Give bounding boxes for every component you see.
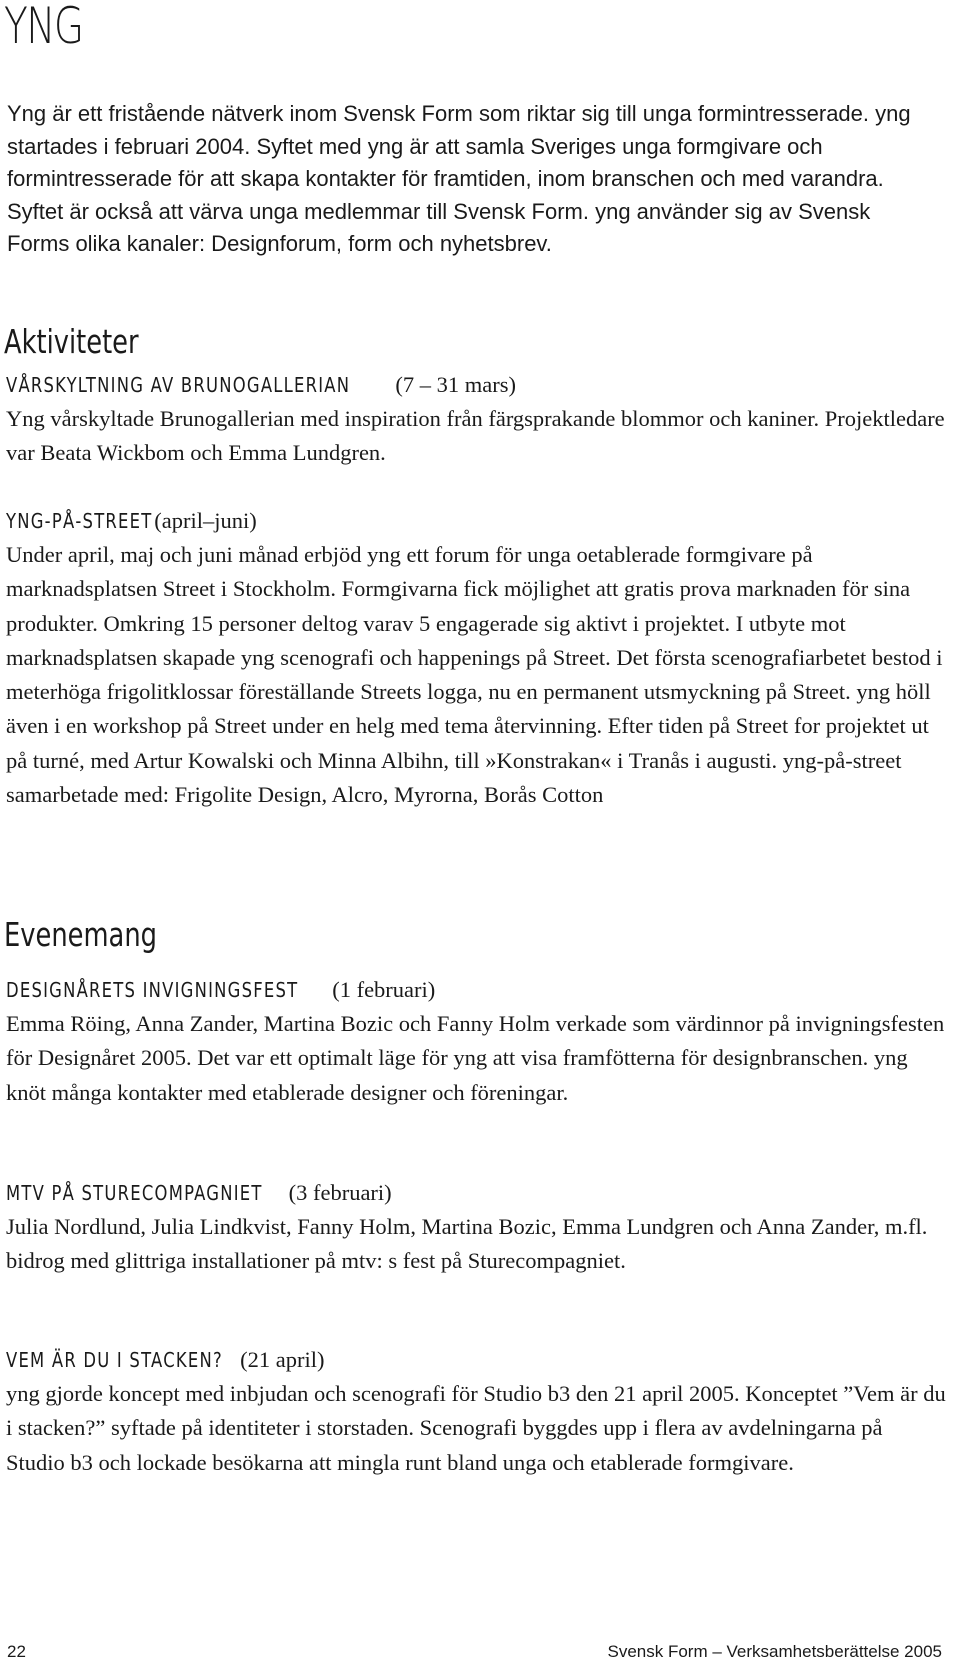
item-date: (april–juni): [154, 508, 257, 533]
section-heading-aktiviteter: Aktiviteter: [4, 322, 139, 361]
activity-vårskyltning: [6, 368, 946, 471]
page-number: 22: [7, 1642, 26, 1661]
item-title: DESIGNÅRETS INVIGNINGSFEST: [6, 978, 299, 1002]
event-mtv-pa-sturecompagniet: [6, 1176, 946, 1279]
event-designarets-invigningsfest: [6, 973, 946, 1110]
item-date: (1 februari): [332, 977, 436, 1002]
item-title: MTV PÅ STURECOMPAGNIET: [6, 1181, 263, 1205]
item-date: (3 februari): [288, 1180, 392, 1205]
section-heading-evenemang: Evenemang: [4, 915, 157, 954]
activity-yng-pa-street: [6, 504, 946, 812]
item-title: VÅRSKYLTNING AV BRUNOGALLERIAN: [6, 373, 351, 397]
item-header: [6, 1343, 946, 1377]
item-text: Under april, maj och juni månad erbjöd yng ett forum för unga oetablerade formgivare på marknadsplatsen Street i Stockholm. Formgivarna fick möjlighet att gratis prova marknaden för sina produkter. Omkring 15 personer deltog varav 5 engagerade sig aktivt i projektet. I utbyte mot marknadsplatsen skapade yng scenografi och happenings på Street. Det första scenografiarbetet bestod i meterhöga frigolitklossar föreställande Streets logga, nu en permanent utsmyckning på Street. yng höll även i en workshop på Street under en helg med tema återvinning. Efter tiden på Street for projektet ut på turné, med Artur Kowalski och Minna Albihn, till »Konstrakan« i Tranås i augusti. yng-på-street samarbetade med: Frigolite Design, Alcro, Myrorna, Borås Cotton: [6, 542, 943, 808]
footer-source: Svensk Form – Verksamhetsberättelse 2005: [607, 1642, 942, 1661]
item-title: VEM ÄR DU I STACKEN?: [6, 1348, 223, 1372]
item-header: [6, 973, 946, 1007]
intro-paragraph: Yng är ett fristående nätverk inom Svensk Form som riktar sig till unga formintresserade. yng startades i februari 2004. Syftet med yng är att samla Sveriges unga formgivare och formintresserade för att skapa kontakter för framtiden, inom branschen och med varandra. Syftet är också att värva unga medlemmar till Svensk Form. yng använder sig av Svensk Forms olika kanaler: Designforum, form och nyhetsbrev.: [7, 101, 911, 256]
item-text: yng gjorde koncept med inbjudan och scenografi för Studio b3 den 21 april 2005. Konceptet ”Vem är du i stacken?” syftade på identiteter i storstaden. Scenografi byggdes upp i flera av avdelningarna på Studio b3 och lockade besökarna att mingla runt bland unga och etablerade formgivare.: [6, 1381, 946, 1475]
item-header: [6, 504, 946, 538]
item-date: (21 april): [240, 1347, 325, 1372]
event-vem-ar-du-i-stacken: [6, 1343, 946, 1480]
item-title: YNG-PÅ-STREET: [6, 509, 153, 533]
item-date: (7 – 31 mars): [395, 372, 517, 397]
item-text: Julia Nordlund, Julia Lindkvist, Fanny Holm, Martina Bozic, Emma Lundgren och Anna Zander, m.fl. bidrog med glittriga installationer på mtv: s fest på Sturecompagniet.: [6, 1214, 928, 1274]
item-text: Yng vårskyltade Brunogallerian med inspiration från färgsprakande blommor och kaniner. Projektledare var Beata Wickbom och Emma Lundgren.: [6, 406, 945, 466]
page-title: YNG: [4, 0, 83, 55]
item-header: [6, 1176, 946, 1210]
item-text: Emma Röing, Anna Zander, Martina Bozic och Fanny Holm verkade som värdinnor på invigningsfesten för Designåret 2005. Det var ett optimalt läge för yng att visa framfötterna för designbranschen. yng knöt många kontakter med etablerade designer och föreningar.: [6, 1011, 945, 1105]
page-footer: [0, 1638, 960, 1668]
item-header: [6, 368, 946, 402]
